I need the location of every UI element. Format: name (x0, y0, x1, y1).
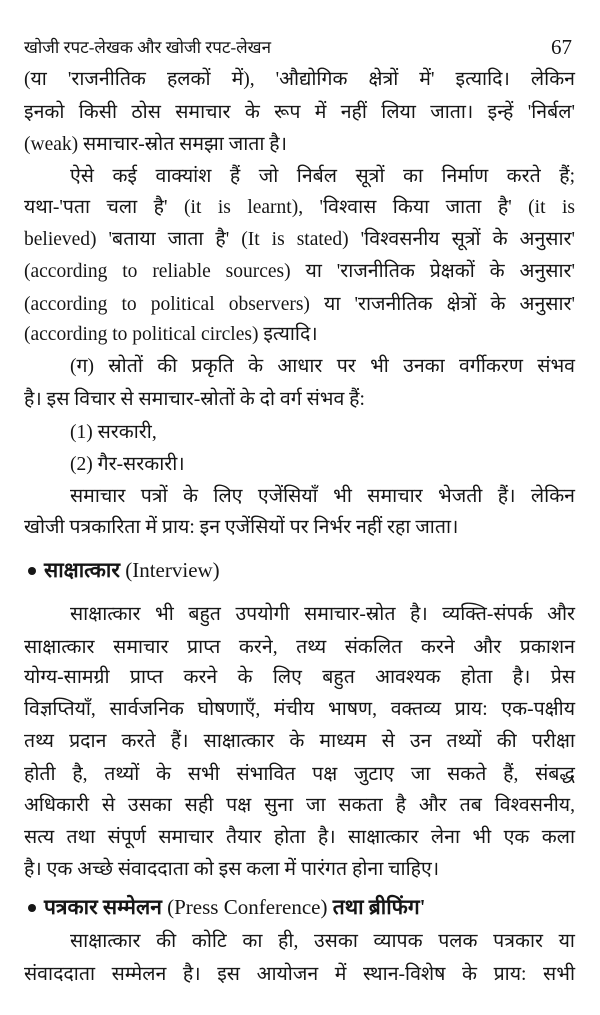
heading-hindi: पत्रकार सम्मेलन (44, 895, 162, 919)
text-line: ऐसे कई वाक्यांश हैं जो निर्बल सूत्रों का निर्माण करते हैं; (70, 166, 575, 187)
text-line: (according to reliable sources) या 'राजनीतिक प्रेक्षकों के अनुसार' (24, 261, 575, 282)
text-line: (या 'राजनीतिक हलकों में), 'औद्योगिक क्षेत्रों में' इत्यादि। लेकिन (24, 69, 575, 90)
text-line: है। इस विचार से समाचार-स्रोतों के दो वर्ग संभव हैं: (24, 389, 365, 410)
text-line: (2) गैर-सरकारी। (70, 454, 185, 475)
bullet-icon (28, 904, 36, 912)
text-line: इनको किसी ठोस समाचार के रूप में नहीं लिया जाता। इन्हें 'निर्बल' (24, 102, 575, 123)
running-header: खोजी रपट-लेखक और खोजी रपट-लेखन (24, 38, 272, 57)
text-line: साक्षात्कार भी बहुत उपयोगी समाचार-स्रोत है। व्यक्ति-संपर्क और (70, 604, 575, 625)
text-line: अधिकारी से उसका सही पक्ष सुना जा सकता है और तब विश्वसनीय, (24, 795, 575, 816)
text-line: संवाददाता सम्मेलन है। इस आयोजन में स्थान-विशेष के प्राय: सभी (24, 964, 575, 985)
text-line: सत्य तथा संपूर्ण समाचार तैयार होता है। साक्षात्कार लेना भी एक कला (24, 827, 575, 848)
text-line: समाचार पत्रों के लिए एजेंसियाँ भी समाचार भेजती हैं। लेकिन (70, 486, 575, 507)
heading-english: (Press Conference) (167, 895, 328, 919)
text-line: (weak) समाचार-स्रोत समझा जाता है। (24, 134, 288, 155)
text-line: (according to political circles) इत्यादि। (24, 324, 318, 345)
text-line: है। एक अच्छे संवाददाता को इस कला में पारंगत होना चाहिए। (24, 859, 440, 880)
heading-hindi: साक्षात्कार (44, 558, 120, 582)
text-line: साक्षात्कार समाचार प्राप्त करने, तथ्य संकलित करने और प्रकाशन (24, 637, 575, 658)
text-line: believed) 'बताया जाता है' (It is stated) 'विश्वसनीय सूत्रों के अनुसार' (24, 229, 575, 250)
heading-suffix: तथा ब्रीफिंग' (332, 895, 426, 919)
text-line: योग्य-सामग्री प्राप्त करने के लिए बहुत आवश्यक होता है। प्रेस (24, 667, 575, 688)
text-line: खोजी पत्रकारिता में प्राय: इन एजेंसियों पर निर्भर नहीं रहा जाता। (24, 517, 459, 538)
text-line: यथा-'पता चला है' (it is learnt), 'विश्वास किया जाता है' (it is (24, 197, 575, 218)
section-heading-interview (24, 554, 220, 586)
text-line: (ग) स्रोतों की प्रकृति के आधार पर भी उनका वर्गीकरण संभव (70, 356, 575, 377)
text-line: विज्ञप्तियाँ, सार्वजनिक घोषणाएँ, मंचीय भाषण, वक्तव्य प्राय: एक-पक्षीय (24, 699, 575, 720)
page-number: 67 (551, 35, 572, 59)
text-line: होती है, तथ्यों के सभी संभावित पक्ष जुटाए जा सकते हैं, संबद्ध (24, 764, 575, 785)
text-line: (according to political observers) या 'राजनीतिक क्षेत्रों के अनुसार' (24, 294, 575, 315)
text-line: तथ्य प्रदान करते हैं। साक्षात्कार के माध्यम से उन तथ्यों की परीक्षा (24, 731, 575, 752)
section-heading-press-conference (24, 891, 426, 923)
heading-english: (Interview) (125, 558, 220, 582)
text-line: (1) सरकारी, (70, 422, 157, 443)
text-line: साक्षात्कार की कोटि का ही, उसका व्यापक पलक पत्रकार या (70, 931, 575, 952)
bullet-icon (28, 567, 36, 575)
